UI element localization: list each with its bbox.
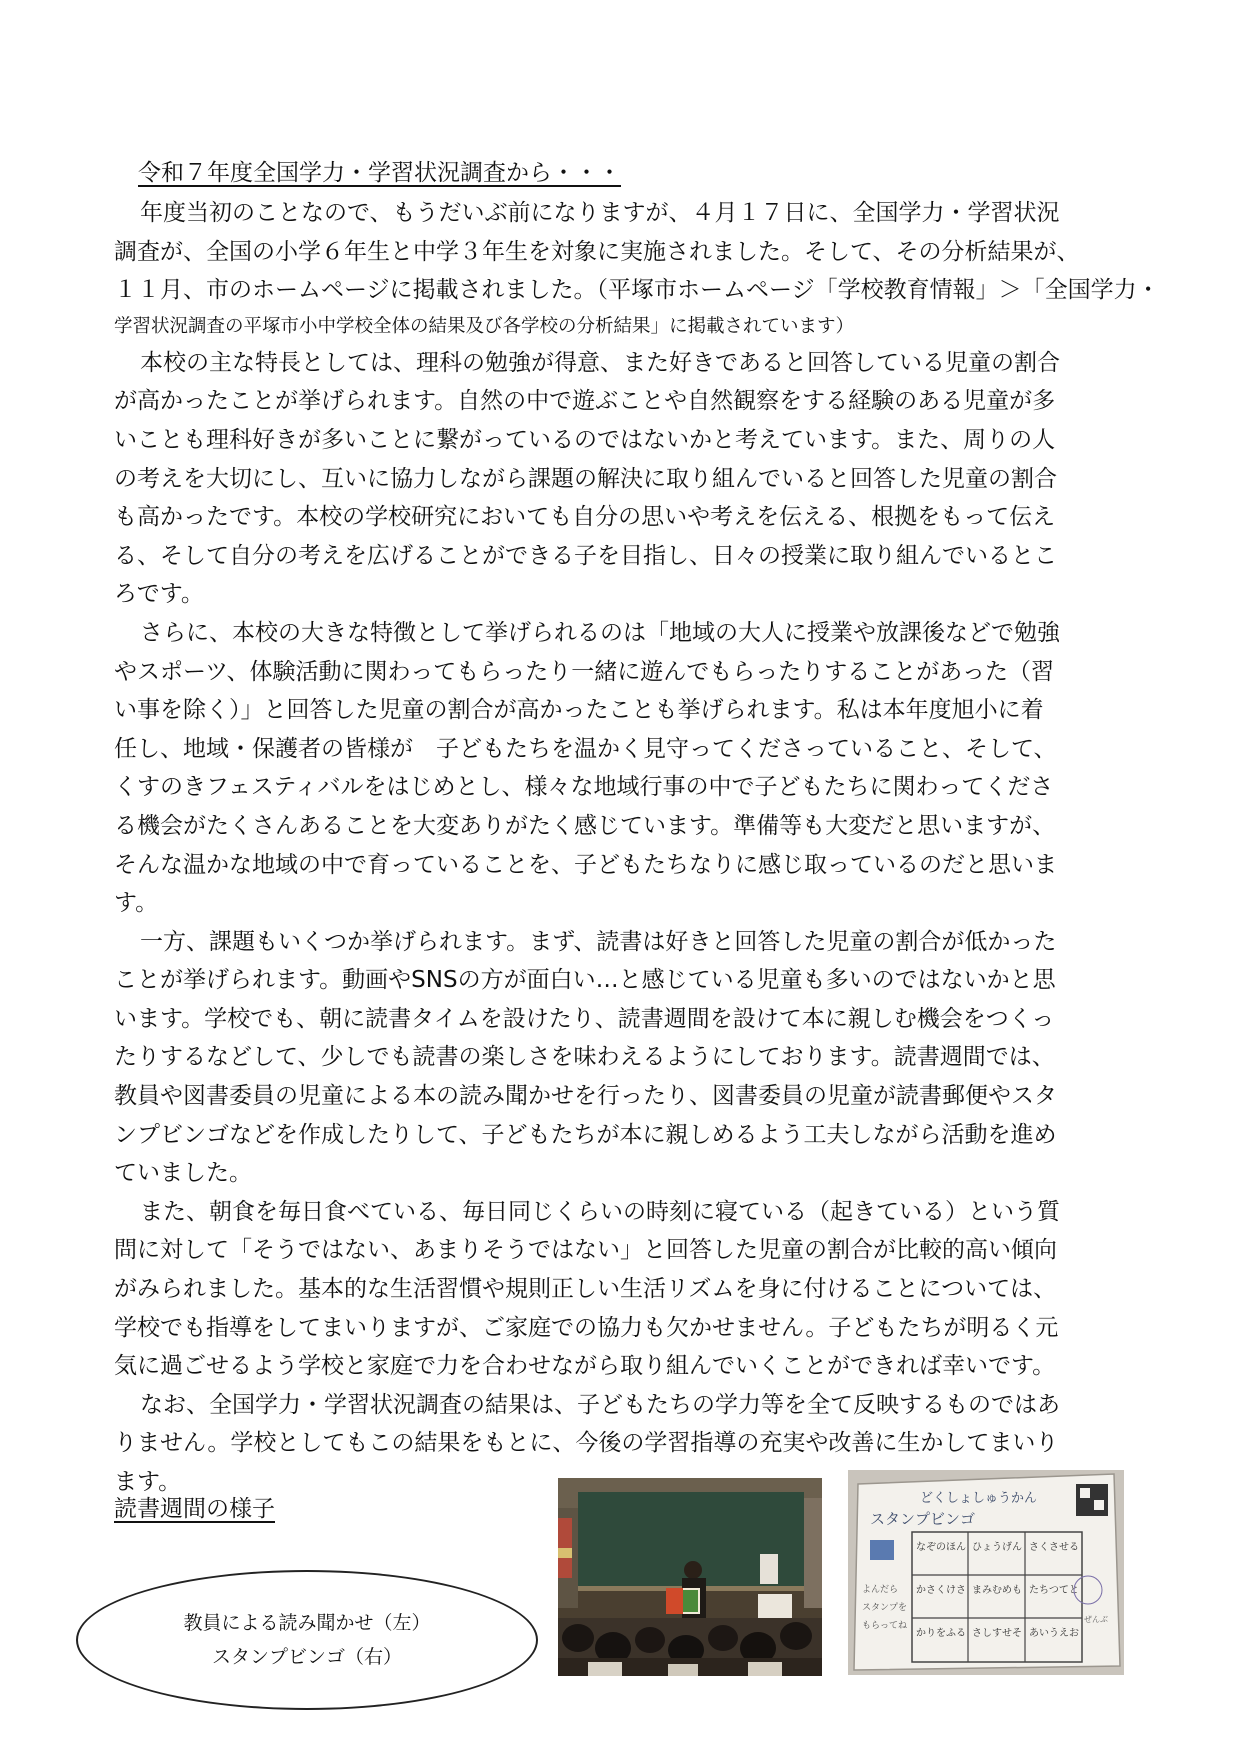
- caption-line-right: スタンプビンゴ（右）: [211, 1646, 402, 1668]
- svg-text:もらってね: もらってね: [862, 1621, 908, 1631]
- body-line: 教員や図書委員の児童による本の読み聞かせを行ったり、図書委員の児童が読書郵便やスタ: [114, 1083, 1057, 1110]
- body-line: が高かったことが挙げられます。自然の中で遊ぶことや自然観察をする経験のある児童が多: [114, 388, 1056, 415]
- body-line: 学校でも指導をしてまいりますが、ご家庭での協力も欠かせません。子どもたちが明るく元: [114, 1314, 1059, 1341]
- article-body: [114, 194, 1160, 1502]
- body-line: 年度当初のことなので、もうだいぶ前になりますが、４月１７日に、全国学力・学習状況: [140, 200, 1060, 226]
- body-line: の考えを大切にし、互いに協力しながら課題の解決に取り組んでいると回答した児童の割合: [114, 465, 1057, 492]
- body-line: やスポーツ、体験活動に関わってもらったり一緒に遊んでもらったりすることがあった（習: [114, 658, 1055, 685]
- bingo-cell-2: ひょうげん: [972, 1542, 1022, 1553]
- bingo-card-title: どくしょしゅうかん: [920, 1491, 1038, 1506]
- body-line: 学習状況調査の平塚市小中学校全体の結果及び各学校の分析結果」に掲載されています）: [114, 315, 855, 337]
- read-aloud-photo: [558, 1478, 822, 1676]
- body-line: る機会がたくさんあることを大変ありがたく感じています。準備等も大変だと思いますが、: [114, 812, 1056, 839]
- bingo-cell-8: さしすせそ: [972, 1628, 1022, 1639]
- bingo-cell-6: たちつてと: [1029, 1585, 1079, 1596]
- body-line: ていました。: [114, 1160, 252, 1187]
- bingo-cell-5: まみむめも: [972, 1585, 1022, 1596]
- classroom-photo-image: [558, 1478, 822, 1676]
- body-line: ンプビンゴなどを作成したりして、子どもたちが本に親しめるよう工夫しながら活動を進め: [114, 1121, 1057, 1148]
- bingo-cell-1: なぞのほん: [916, 1542, 966, 1553]
- body-line: 調査が、全国の小学６年生と中学３年生を対象に実施されました。そして、その分析結果が、: [114, 238, 1080, 265]
- bingo-cell-9: あいうえお: [1029, 1628, 1079, 1639]
- body-line: ろです。: [114, 581, 204, 608]
- body-line: また、朝食を毎日食べている、毎日同じくらいの時刻に寝ている（起きている）という質: [140, 1198, 1060, 1225]
- svg-text:よんだら: よんだら: [862, 1585, 899, 1595]
- body-line: がみられました。基本的な生活習慣や規則正しい生活リズムを身に付けることについては、: [114, 1276, 1057, 1303]
- body-line: ます。: [114, 1469, 182, 1495]
- bingo-cell-3: さくさせる: [1029, 1542, 1079, 1553]
- body-line: たりするなどして、少しでも読書の楽しさを味わえるようにしております。読書週間では、: [114, 1044, 1055, 1071]
- svg-text:ぜんぶ: ぜんぶ: [1084, 1615, 1108, 1624]
- body-line: 本校の主な特長としては、理科の勉強が得意、また好きであると回答している児童の割合: [140, 349, 1060, 376]
- body-line: さらに、本校の大きな特徴として挙げられるのは「地域の大人に授業や放課後などで勉強: [140, 619, 1060, 646]
- caption-line-left: 教員による読み聞かせ（左）: [183, 1612, 431, 1634]
- body-line: １１月、市のホームページに掲載されました。（平塚市ホームページ「学校教育情報」＞「全国学力・: [114, 277, 1160, 304]
- body-line: る、そして自分の考えを広げることができる子を目指し、日々の授業に取り組んでいるとこ: [114, 542, 1057, 569]
- article-heading: 令和７年度全国学力・学習状況調査から・・・: [138, 160, 621, 186]
- stamp-bingo-photo: [848, 1470, 1124, 1675]
- body-line: いことも理科好きが多いことに繋がっているのではないかと考えています。また、周りの人: [114, 426, 1056, 453]
- body-line: くすのきフェスティバルをはじめとし、様々な地域行事の中で子どもたちに関わってくださ: [114, 774, 1054, 801]
- bingo-card-image: [848, 1470, 1124, 1675]
- body-line: す。: [114, 890, 159, 917]
- body-line: 気に過ごせるよう学校と家庭で力を合わせながら取り組んでいくことができれば幸いです。: [114, 1353, 1056, 1380]
- body-line: 問に対して「そうではない、あまりそうではない」と回答した児童の割合が比較的高い傾向: [114, 1237, 1057, 1264]
- section-title: 読書週間の様子: [114, 1496, 275, 1522]
- body-line: 一方、課題もいくつか挙げられます。まず、読書は好きと回答した児童の割合が低かった: [140, 928, 1057, 955]
- body-line: います。学校でも、朝に読書タイムを設けたり、読書週間を設けて本に親しむ機会をつくっ: [114, 1005, 1055, 1032]
- body-line: りません。学校としてもこの結果をもとに、今後の学習指導の充実や改善に生かしてまいり: [114, 1430, 1059, 1457]
- body-line: い事を除く）」と回答した児童の割合が高かったことも挙げられます。私は本年度旭小に着: [114, 697, 1044, 724]
- body-line: 任し、地域・保護者の皆様が 子どもたちを温かく見守ってくださっていること、そして、: [114, 735, 1057, 762]
- photo-caption-oval: [76, 1570, 538, 1710]
- body-line: なお、全国学力・学習状況調査の結果は、子どもたちの学力等を全て反映するものではあ: [140, 1391, 1060, 1418]
- svg-text:スタンプを: スタンプを: [862, 1603, 908, 1613]
- body-line: そんな温かな地域の中で育っていることを、子どもたちなりに感じ取っているのだと思いま: [114, 851, 1057, 878]
- body-line: も高かったです。本校の学校研究においても自分の思いや考えを伝える、根拠をもって伝え: [114, 504, 1056, 531]
- body-line: ことが挙げられます。動画やSNSの方が面白い…と感じている児童も多いのではないかと思: [114, 967, 1056, 994]
- bingo-cell-4: かさくけさ: [916, 1585, 966, 1596]
- bingo-cell-7: かりをふる: [916, 1628, 966, 1639]
- bingo-card-subtitle: スタンプビンゴ: [870, 1510, 976, 1528]
